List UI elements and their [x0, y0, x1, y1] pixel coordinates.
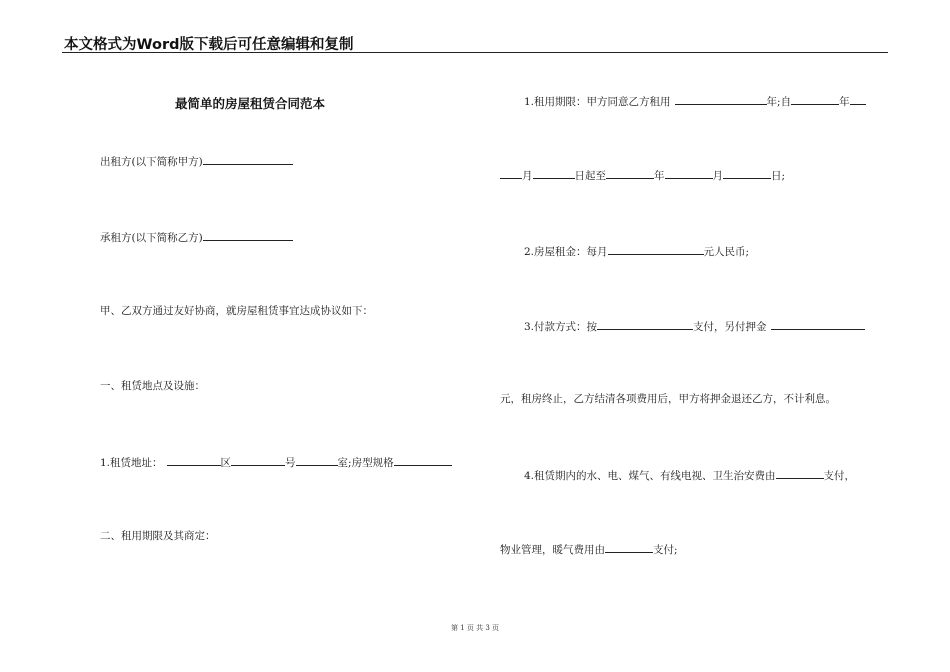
rent-line — [524, 243, 749, 259]
lessor-label: 出租方(以下简称甲方) — [100, 156, 203, 168]
lessor-blank — [203, 153, 293, 165]
utilities-payer-blank — [776, 467, 824, 479]
number-label: 号 — [285, 457, 296, 469]
term-day1: 日起至 — [574, 170, 606, 182]
end-year-blank — [606, 167, 654, 179]
lessee-line — [100, 229, 293, 245]
page-header-title: 本文格式为Word版下载后可任意编辑和复制 — [64, 37, 354, 53]
property-mgmt-line — [500, 541, 678, 557]
document-title: 最简单的房屋租赁合同范本 — [175, 96, 326, 111]
property-mgmt-suffix: 支付; — [653, 544, 678, 556]
room-blank — [296, 454, 338, 466]
property-mgmt-prefix: 物业管理，暖气费用由 — [500, 544, 605, 556]
room-label: 室;房型规格 — [337, 457, 394, 469]
end-month-blank — [665, 167, 713, 179]
heating-payer-blank — [605, 541, 653, 553]
district-label: 区 — [220, 457, 232, 469]
rent-amount-blank — [608, 243, 704, 255]
utilities-text: 4.租赁期内的水、电、煤气、有线电视、卫生治安费由 — [524, 470, 776, 482]
start-month-blank-a — [850, 93, 866, 105]
deposit-amount-blank — [771, 318, 865, 330]
lessor-line — [100, 153, 293, 169]
start-year-blank — [791, 93, 839, 105]
term-line-2 — [500, 167, 785, 183]
term-year3: 年 — [654, 170, 665, 182]
address-line — [100, 454, 452, 470]
header-divider — [62, 52, 888, 53]
term-month2: 月 — [712, 170, 723, 182]
layout-blank — [394, 454, 452, 466]
number-blank — [231, 454, 285, 466]
lessee-label: 承租方(以下简称乙方) — [100, 232, 203, 244]
payment-line — [524, 318, 865, 334]
intro-paragraph: 甲、乙双方通过友好协商，就房屋租赁事宜达成协议如下： — [100, 305, 373, 317]
term-year2: 年 — [839, 96, 850, 108]
address-prefix: 1.租赁地址： — [100, 457, 163, 469]
start-month-blank-b — [500, 167, 522, 179]
utilities-suffix: 支付， — [823, 470, 856, 482]
utilities-line — [524, 467, 855, 483]
term-line-1 — [524, 93, 866, 109]
payment-method-blank — [597, 318, 693, 330]
end-day-blank — [723, 167, 771, 179]
term-text: 1.租用期限：甲方同意乙方租用 — [524, 96, 671, 108]
term-day2: 日; — [771, 170, 786, 182]
term-month1: 月 — [522, 170, 533, 182]
payment-prefix: 3.付款方式：按 — [524, 321, 598, 333]
page-footer: 第 1 页 共 3 页 — [450, 624, 500, 632]
start-day-blank — [533, 167, 575, 179]
district-blank — [167, 454, 221, 466]
section1-heading: 一、租赁地点及设施： — [100, 380, 205, 392]
section2-heading: 二、租用期限及其商定： — [100, 530, 216, 542]
rent-suffix: 元人民币; — [703, 246, 750, 258]
lessee-blank — [203, 229, 293, 241]
payment-mid: 支付，另付押金 — [693, 321, 767, 333]
term-duration-blank — [675, 93, 767, 105]
deposit-return-paragraph: 元，租房终止，乙方结清各项费用后，甲方将押金退还乙方，不计利息。 — [500, 393, 836, 405]
rent-prefix: 2.房屋租金：每月 — [524, 246, 608, 258]
term-year1: 年;自 — [766, 96, 792, 108]
